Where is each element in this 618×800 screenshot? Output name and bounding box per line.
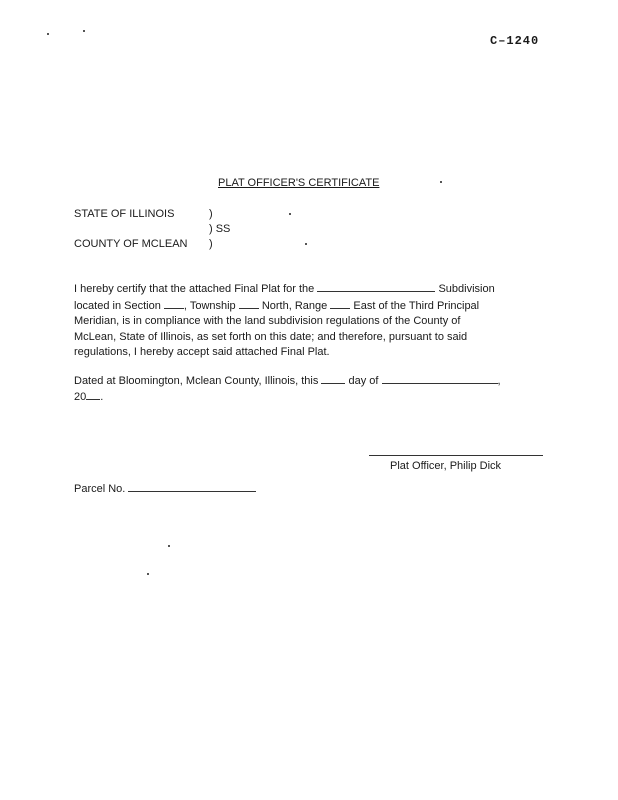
scan-speck: [147, 573, 149, 575]
body-line-1-start: I hereby certify that the attached Final Plat for the: [74, 283, 315, 295]
dated-text: Dated at Bloomington, Mclean County, Illinois, this: [74, 375, 319, 387]
signature-name: Plat Officer, Philip Dick: [390, 460, 502, 472]
venue-paren-1: ): [209, 208, 213, 220]
year-line: [74, 389, 103, 403]
scan-speck: [289, 213, 291, 215]
year-period: .: [100, 391, 104, 403]
body-line-3: Meridian, is in compliance with the land subdivision regulations of the County of: [74, 315, 461, 327]
venue-state: STATE OF ILLINOIS: [74, 208, 175, 220]
body-line-1-end: Subdivision: [438, 283, 495, 295]
certificate-title: PLAT OFFICER'S CERTIFICATE: [218, 177, 380, 189]
scan-speck: [440, 181, 442, 183]
body-line-2-range: North, Range: [261, 299, 328, 312]
scan-speck: [305, 243, 307, 245]
body-line-2-end: East of the Third Principal: [353, 299, 480, 312]
dated-line: [74, 373, 501, 387]
day-blank[interactable]: [321, 373, 345, 384]
scan-speck: [83, 30, 85, 32]
dated-comma: ,: [497, 375, 501, 387]
document-id: C–1240: [490, 34, 540, 48]
venue-ss: ) SS: [209, 223, 231, 235]
township-blank[interactable]: [239, 298, 259, 309]
venue-paren-3: ): [209, 238, 213, 250]
range-blank[interactable]: [330, 298, 350, 309]
body-line-4: McLean, State of Illinois, as set forth on this date; and therefore, pursuant to said: [74, 330, 468, 343]
dated-day-of: day of: [348, 375, 379, 387]
body-line-2-section: located in Section: [74, 299, 161, 312]
body-line-2-township: , Township: [183, 299, 236, 312]
scan-speck: [168, 545, 170, 547]
parcel-number: [74, 481, 256, 495]
scan-speck: [47, 33, 49, 35]
year-blank[interactable]: [86, 389, 100, 400]
subdivision-name-blank[interactable]: [317, 281, 435, 292]
venue-county: COUNTY OF MCLEAN: [74, 238, 188, 250]
parcel-blank[interactable]: [128, 481, 256, 492]
month-blank[interactable]: [382, 373, 498, 384]
body-line-5: regulations, I hereby accept said attached Final Plat.: [74, 346, 330, 358]
year-prefix: 20: [74, 391, 87, 403]
certificate-body: [74, 281, 544, 361]
parcel-label: Parcel No.: [74, 483, 126, 495]
signature-line[interactable]: [369, 455, 543, 456]
section-blank[interactable]: [164, 298, 184, 309]
